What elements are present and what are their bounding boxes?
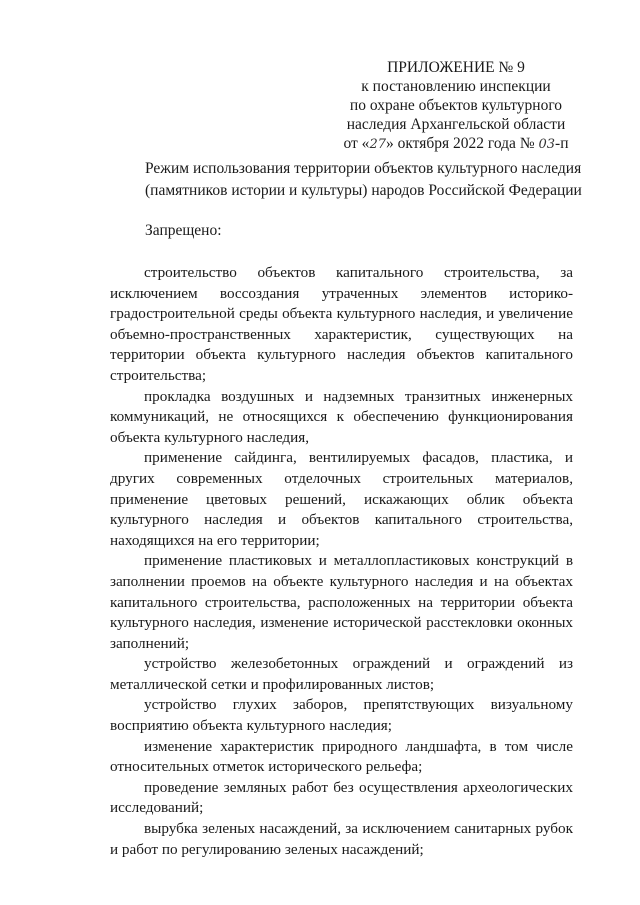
handwritten-number: 03 — [538, 137, 556, 152]
list-item: вырубка зеленых насаждений, за исключением санитарных рубок и работ по регулированию зеленых насаждений; — [110, 820, 573, 858]
list-item: применение пластиковых и металлопластиковых конструкций в заполнении проемов на объекте культурного наследия и на объектах капитального строительства, расположенных на территории объекта культурного наследия, изменение исторической расстекловки оконных заполнений; — [110, 552, 573, 652]
list-item: проведение земляных работ без осуществления археологических исследований; — [110, 778, 573, 817]
document-title — [145, 158, 582, 202]
list-item: устройство железобетонных ограждений и ограждений из металлической сетки и профилированных листов; — [110, 655, 573, 693]
appendix-title: ПРИЛОЖЕНИЕ № 9 — [387, 59, 525, 76]
list-item: прокладка воздушных и надземных транзитных инженерных коммуникаций, не относящихся к обеспечению функционирования объекта культурного наследия, — [110, 387, 573, 446]
title-line-2: (памятников истории и культуры) народов Российской Федерации — [145, 182, 582, 199]
date-suffix: -п — [555, 135, 569, 152]
appendix-line-2: по охране объектов культурного — [349, 97, 563, 114]
appendix-line-3: наследия Архангельской области — [346, 116, 566, 133]
list-item: устройство глухих заборов, препятствующих визуальному восприятию объекта культурного наследия; — [110, 696, 573, 735]
forbidden-label: Запрещено: — [145, 222, 222, 239]
appendix-date-line — [340, 134, 572, 154]
appendix-header — [340, 58, 572, 154]
date-prefix: от « — [343, 135, 370, 152]
date-middle: » октября 2022 года № — [385, 135, 539, 152]
prohibitions-list — [110, 263, 573, 860]
list-item: применение сайдинга, вентилируемых фасадов, пластика, и других современных отделочных строительных материалов, применение цветовых решений, искажающих облик объекта культурного наследия и объектов капитального строительства, находящихся на его территории; — [110, 449, 573, 549]
handwritten-day: 27 — [369, 137, 386, 152]
appendix-line-1: к постановлению инспекции — [361, 78, 551, 95]
list-item: строительство объектов капитального строительства, за исключением воссоздания утраченных элементов историко-градостроительной среды объекта культурного наследия, и увеличение объемно-пространственных характеристик, существующих на территории объекта культурного наследия объектов капитального строительства; — [110, 264, 573, 384]
list-item: изменение характеристик природного ландшафта, в том числе относительных отметок исторического рельефа; — [110, 737, 573, 776]
title-line-1: Режим использования территории объектов культурного наследия — [145, 160, 582, 177]
